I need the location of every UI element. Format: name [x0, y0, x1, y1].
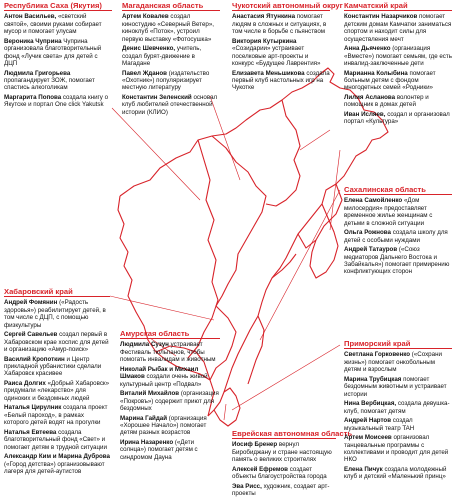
person-desc: и Центр прикладной урбанистики сделали Хабаровск красивее: [4, 355, 102, 378]
person-desc: создала благотворительный фонд «Свет» и помогает детям в трудной ситуации: [4, 428, 107, 451]
person-name: Маргарита Попова: [4, 94, 62, 102]
leader-line-primorye: [232, 345, 340, 410]
person-name: Ирина Назаренко: [120, 439, 174, 447]
person-desc: («Союз медиаторов Дальнего Востока и Забайкалья») помогает примирению конфликтующих сторон: [344, 246, 450, 276]
person-name: Вероника Чуприна: [4, 37, 62, 45]
person-name: Нина Вербицкая,: [344, 400, 397, 408]
person-name: Людмила Григорьева: [4, 69, 71, 77]
entry: [344, 376, 452, 398]
person-desc: «Дом милосердия» предоставляет временное жилье женщинам с детьми в сложной ситуации: [344, 197, 433, 227]
entry: [120, 390, 220, 412]
person-desc: создала школу для детей с особыми нуждами: [344, 229, 448, 244]
person-name: Алексей Ефремов: [232, 465, 288, 473]
person-name: Марина Трубицкая: [344, 375, 402, 383]
entry: [4, 13, 112, 35]
person-desc: создал музыкальный театр TAH: [344, 417, 415, 432]
island-chain: [272, 254, 296, 278]
entry: [120, 415, 220, 437]
person-name: Артем Моисеев: [344, 434, 392, 442]
leader-line-jewish: [224, 404, 226, 420]
person-desc: создает объекты благоустройства города: [232, 465, 327, 481]
person-desc: создал первый в Хабаровском крае хоспис для детей и организацию «Амур-поиск»: [4, 331, 109, 354]
person-desc: художник, создает арт-проекты: [232, 482, 330, 498]
person-name: Виктория Кутыркина: [232, 37, 297, 45]
person-desc: организовал танцевальные программы с коллективами и проводит для детей НКО: [344, 434, 449, 464]
entry: [122, 45, 220, 67]
person-name: Марина Гайдай: [120, 414, 167, 422]
leader-line-sakhalin: [260, 190, 340, 340]
person-name: Анастасия Ятункина: [232, 13, 296, 21]
region-title-amur: Амурская область: [120, 330, 220, 339]
person-name: Людмила Сузун: [120, 341, 169, 349]
entry: [232, 483, 336, 498]
region-kamchatka: [344, 2, 452, 128]
person-name: Павел Жданов: [122, 69, 167, 77]
person-name: Елена Самойленко: [344, 197, 403, 205]
entry: [344, 246, 452, 276]
region-title-sakhalin: Сахалинская область: [344, 186, 452, 195]
region-border-magadan: [212, 136, 266, 306]
entry: [344, 45, 452, 67]
leader-line-khabarovsk: [110, 296, 214, 320]
person-name: Денис Шевченко,: [122, 45, 176, 53]
person-name: Марианна Колыбина: [344, 69, 408, 77]
entry: [344, 400, 452, 415]
person-desc: основал клуб любителей отечественной истории (КЛИО): [122, 94, 218, 116]
person-desc: создали очень живой культурный центр «Подвал»: [120, 373, 208, 388]
region-title-khabarovsk: Хабаровский край: [4, 288, 110, 297]
entry: [344, 197, 452, 227]
person-desc: «светский святой», своими руками собирает мусор и помогает улусам: [4, 13, 102, 36]
person-name: Елена Пичук: [344, 466, 383, 474]
person-name: Антон Васильев,: [4, 13, 57, 21]
entry: [4, 356, 110, 378]
person-name: Светлана Горковенко: [344, 351, 411, 359]
person-desc: создала девушка-клуб, помогает детям: [344, 400, 450, 415]
person-desc: создала первый клуб настольных игр на Чукотке: [232, 69, 330, 92]
person-name: Наталья Цирулник: [4, 404, 62, 412]
entry: [232, 70, 330, 92]
person-name: Эва Рисс,: [232, 482, 262, 490]
region-title-primorye: Приморский край: [344, 340, 452, 349]
person-name: Раиса Долгих: [4, 380, 46, 388]
person-desc: «Созидарии» устраивает поселковые арт-проекты и конкурс «Будущее Лаврентия»: [232, 45, 321, 68]
leader-line-yakutia: [112, 108, 200, 200]
entry: [344, 434, 452, 464]
region-border-yakutia: [188, 140, 218, 358]
person-desc: создала проект «Белый пароход», в рамках которого детей водят на прогулки: [4, 404, 108, 427]
region-chukotka: [232, 1, 343, 94]
region-yakutia: [4, 2, 112, 111]
person-desc: «Добрый Хабаровск» придумали «лекарство» для одиноких и бездомных людей: [4, 380, 110, 402]
person-desc: устраивает Фестиваль тюльпанов, чтобы помогать инвалидам и животным: [120, 341, 216, 364]
person-desc: («Дети солнца») помогает детям с синдромом Дауна: [120, 439, 198, 461]
entry: [344, 466, 452, 481]
entry: [120, 366, 220, 388]
entry: [4, 94, 112, 109]
person-desc: создал и организовал портал «Культура»: [344, 111, 450, 126]
person-desc: волонтер и помощник в домах детей: [344, 94, 429, 109]
person-name: Николай Рыбак и Михаил Шмаков: [120, 365, 199, 381]
person-name: Ольга Рожнова: [344, 229, 391, 237]
entry: [344, 229, 452, 244]
person-name: Василий Кропоткин: [4, 355, 65, 363]
entry: [232, 13, 330, 35]
person-desc: создала книгу о Якутске и портал One click Yakutsk: [4, 94, 109, 109]
person-desc: помогает детским домам Камчатки заниматься спортом и находит силы для осуществления мечт: [344, 13, 452, 43]
person-desc: учитель, создал бурят-движение в Магадане: [122, 45, 202, 68]
person-desc: (организация «Хорошее Начало») помогает детям разных возрастов: [120, 414, 207, 437]
person-name: Иван Исляев,: [344, 111, 386, 119]
entry: [344, 417, 452, 432]
person-name: Елизавета Меньшикова: [232, 69, 305, 77]
person-name: Артем Ковалев: [122, 13, 169, 21]
leader-line-chukotka: [300, 130, 330, 150]
region-khabarovsk: [4, 288, 110, 478]
entry: [4, 70, 112, 92]
entry: [122, 70, 220, 92]
person-name: Андрей Татауров: [344, 246, 398, 254]
region-title-chukotka: Чукотский автономный округ: [232, 1, 343, 10]
entry: [122, 13, 220, 43]
region-border-chukotka: [266, 100, 300, 206]
entry: [120, 341, 220, 363]
person-name: Андрей Фомянин: [4, 299, 58, 307]
person-desc: (организация «Вместе») помогает семьям, где есть инвалид-заключенные дети: [344, 45, 452, 68]
region-title-magadan: Магаданская область: [122, 2, 220, 11]
region-title-kamchatka: Камчатский край: [344, 2, 452, 11]
person-name: Иосиф Бренер: [232, 441, 278, 449]
person-desc: («Сохрани жизнь») помогает онкобольным детям и взрослым: [344, 351, 442, 374]
region-amur: [120, 330, 220, 463]
person-desc: помогает людям в сложных и ситуациях, в том числе в борьбе с пьянством: [232, 13, 327, 36]
entry: [344, 111, 452, 126]
region-jewish: [232, 429, 352, 500]
region-outline-sakhalin: [248, 316, 264, 384]
entry: [4, 299, 110, 329]
person-name: Александр Ким и Марина Дуброва: [4, 453, 110, 461]
person-name: Сергей Савельев: [4, 331, 58, 339]
entry: [4, 404, 110, 426]
entry: [232, 466, 336, 481]
entry: [120, 439, 220, 461]
person-name: Андрей Нартов: [344, 417, 392, 425]
person-name: Лилия Асланова: [344, 94, 396, 102]
person-name: Виталий Михайлов: [120, 390, 180, 398]
person-desc: («Радость здоровья») реабилитирует детей, в том числе с ДЦП, с помощью физкультуры: [4, 299, 106, 329]
person-desc: вернул Биробиджану и стране настоящую память о великих строителях: [232, 441, 332, 464]
person-desc: (издательство «Охотник») популяризирует местную литературу: [122, 69, 210, 92]
person-desc: помогает бездомным животным и устраивает истории: [344, 375, 447, 398]
person-desc: пропагандирует ЗОЖ, помогает спастись алкоголикам: [4, 77, 95, 92]
entry: [344, 70, 452, 92]
region-magadan: [122, 2, 220, 118]
entry: [232, 38, 330, 68]
person-desc: (организация «Покровъ») содержит приют для бездомных: [120, 390, 219, 413]
person-desc: создала молодежный клуб и детский «Маленький принц»: [344, 466, 447, 481]
entry: [4, 380, 110, 402]
person-desc: («Город детства») организовывают лагеря для детей-аутистов: [4, 460, 105, 476]
entry: [4, 453, 110, 475]
person-desc: помогает больным детям с фондом многодетных семей «Родники»: [344, 69, 436, 92]
person-desc: создал киностудию «Северный Ветер», кинoклуб «Поток», устроил первую выставку «Фотосушка»: [122, 13, 214, 43]
person-name: Анна Дьяченко: [344, 45, 391, 53]
entry: [232, 441, 336, 463]
entry: [4, 38, 112, 68]
region-title-jewish: Еврейская автономная область: [232, 429, 352, 438]
person-name: Константин Зеленский: [122, 94, 192, 102]
entry: [4, 429, 110, 451]
entry: [344, 13, 452, 43]
region-sakhalin: [344, 186, 452, 278]
entry: [344, 351, 452, 373]
entry: [4, 331, 110, 353]
region-primorye: [344, 340, 452, 483]
entry: [122, 94, 220, 116]
region-title-yakutia: Республика Саха (Якутия): [4, 2, 112, 11]
entry: [344, 94, 452, 109]
person-desc: Чуприна организовала благотворительный фонд «Лучик света» для детей с ДЦП: [4, 37, 102, 68]
person-name: Константин Назарчиков: [344, 13, 418, 21]
person-name: Наталья Евтеева: [4, 428, 57, 436]
